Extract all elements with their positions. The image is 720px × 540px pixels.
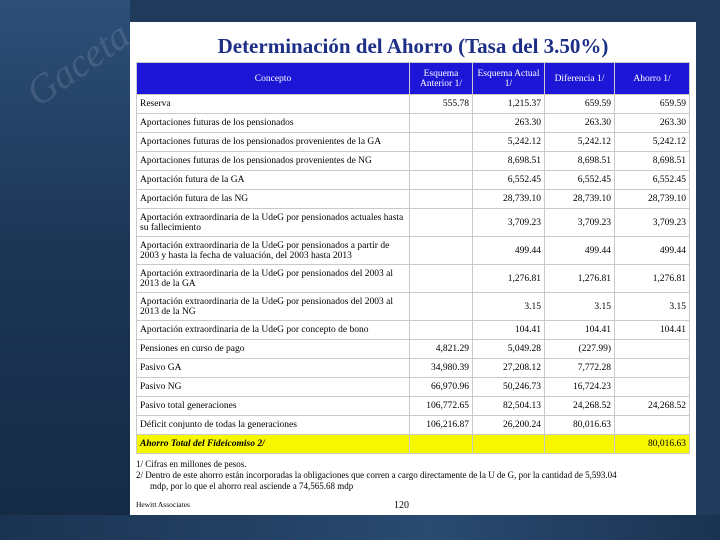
row-actual: 27,208.12 [473,359,545,378]
row-actual: 5,049.28 [473,340,545,359]
row-concepto: Aportaciones futuras de los pensionados provenientes de la GA [137,133,410,152]
row-anterior [410,190,473,209]
row-ahorro [615,378,690,397]
row-ahorro: 499.44 [615,237,690,265]
header-esquema-actual: Esquema Actual 1/ [473,63,545,95]
row-concepto: Aportaciones futuras de los pensionados [137,114,410,133]
row-concepto: Aportación extraordinaria de la UdeG por pensionados actuales hasta su fallecimiento [137,209,410,237]
row-ahorro: 8,698.51 [615,152,690,171]
header-ahorro: Ahorro 1/ [615,63,690,95]
row-ahorro [615,359,690,378]
row-anterior: 555.78 [410,95,473,114]
table-row [137,397,690,416]
row-diferencia: 3,709.23 [545,209,615,237]
header-esquema-anterior: Esquema Anterior 1/ [410,63,473,95]
row-concepto: Pasivo NG [137,378,410,397]
row-anterior [410,171,473,190]
table-row [137,340,690,359]
row-actual: 263.30 [473,114,545,133]
row-actual: 26,200.24 [473,416,545,435]
row-anterior [410,114,473,133]
footnote-2: 2/ Dentro de este ahorro están incorporadas la obligaciones que corren a cargo directamente de la U de G, por la cantidad de 5,593.04 [136,470,617,480]
total-anterior [410,435,473,454]
table-row [137,265,690,293]
row-diferencia: (227.99) [545,340,615,359]
row-diferencia: 8,698.51 [545,152,615,171]
row-ahorro: 6,552.45 [615,171,690,190]
row-actual: 50,246.73 [473,378,545,397]
background-left-panel [0,0,130,540]
table-row [137,209,690,237]
row-actual: 499.44 [473,237,545,265]
table-row [137,416,690,435]
row-actual: 1,215.37 [473,95,545,114]
row-diferencia: 28,739.10 [545,190,615,209]
row-diferencia: 80,016.63 [545,416,615,435]
table-row [137,114,690,133]
row-concepto: Pasivo total generaciones [137,397,410,416]
row-actual: 3.15 [473,293,545,321]
table-row [137,293,690,321]
row-diferencia: 659.59 [545,95,615,114]
row-ahorro: 263.30 [615,114,690,133]
savings-table [136,62,690,454]
table-row [137,359,690,378]
row-concepto: Aportación extraordinaria de la UdeG por pensionados del 2003 al 2013 de la GA [137,265,410,293]
table-row [137,95,690,114]
row-diferencia: 263.30 [545,114,615,133]
row-ahorro: 659.59 [615,95,690,114]
row-concepto: Pasivo GA [137,359,410,378]
row-concepto: Aportación futura de la GA [137,171,410,190]
row-concepto: Aportaciones futuras de los pensionados provenientes de NG [137,152,410,171]
row-actual: 1,276.81 [473,265,545,293]
row-actual: 6,552.45 [473,171,545,190]
row-anterior: 4,821.29 [410,340,473,359]
total-diferencia [545,435,615,454]
footnotes [136,459,689,492]
row-actual: 8,698.51 [473,152,545,171]
row-anterior [410,265,473,293]
row-ahorro: 28,739.10 [615,190,690,209]
table-header-row [137,63,690,95]
row-actual: 3,709.23 [473,209,545,237]
header-diferencia: Diferencia 1/ [545,63,615,95]
row-ahorro: 3.15 [615,293,690,321]
row-anterior [410,209,473,237]
row-concepto: Déficit conjunto de todas la generaciones [137,416,410,435]
row-anterior: 106,772.65 [410,397,473,416]
table-row [137,237,690,265]
company-name: Hewitt Associates [136,500,190,509]
row-anterior [410,133,473,152]
row-actual: 5,242.12 [473,133,545,152]
row-ahorro: 24,268.52 [615,397,690,416]
row-anterior [410,152,473,171]
total-ahorro: 80,016.63 [615,435,690,454]
row-actual: 28,739.10 [473,190,545,209]
row-diferencia: 104.41 [545,321,615,340]
row-diferencia: 1,276.81 [545,265,615,293]
row-anterior [410,321,473,340]
page-number: 120 [394,500,409,511]
row-ahorro: 1,276.81 [615,265,690,293]
row-anterior: 106,216.87 [410,416,473,435]
row-diferencia: 499.44 [545,237,615,265]
total-concepto: Ahorro Total del Fideicomiso 2/ [137,435,410,454]
row-actual: 104.41 [473,321,545,340]
table-row [137,171,690,190]
row-anterior: 34,980.39 [410,359,473,378]
row-anterior [410,293,473,321]
row-diferencia: 6,552.45 [545,171,615,190]
table-row [137,378,690,397]
row-ahorro: 104.41 [615,321,690,340]
table-row [137,321,690,340]
row-ahorro: 5,242.12 [615,133,690,152]
row-actual: 82,504.13 [473,397,545,416]
table-row [137,133,690,152]
row-ahorro [615,416,690,435]
row-concepto: Aportación extraordinaria de la UdeG por pensionados a partir de 2003 y hasta la fecha de valuación, del 2003 hasta 2013 [137,237,410,265]
row-diferencia: 16,724.23 [545,378,615,397]
row-concepto: Aportación futura de las NG [137,190,410,209]
row-anterior [410,237,473,265]
row-concepto: Aportación extraordinaria de la UdeG por pensionados del 2003 al 2013 de la NG [137,293,410,321]
header-concepto: Concepto [137,63,410,95]
background-bottom-band [0,515,720,540]
slide [130,22,696,515]
footnote-1: 1/ Cifras en millones de pesos. [136,459,247,469]
table-row [137,190,690,209]
row-diferencia: 3.15 [545,293,615,321]
row-diferencia: 24,268.52 [545,397,615,416]
row-diferencia: 7,772.28 [545,359,615,378]
page-title: Determinación del Ahorro (Tasa del 3.50%) [217,34,609,58]
table-row [137,152,690,171]
row-concepto: Aportación extraordinaria de la UdeG por concepto de bono [137,321,410,340]
total-actual [473,435,545,454]
row-concepto: Pensiones en curso de pago [137,340,410,359]
total-row [137,435,690,454]
row-diferencia: 5,242.12 [545,133,615,152]
footnote-2-continued: mdp, por lo que el ahorro real asciende a 74,565.68 mdp [150,481,354,491]
row-concepto: Reserva [137,95,410,114]
row-ahorro: 3,709.23 [615,209,690,237]
row-ahorro [615,340,690,359]
row-anterior: 66,970.96 [410,378,473,397]
